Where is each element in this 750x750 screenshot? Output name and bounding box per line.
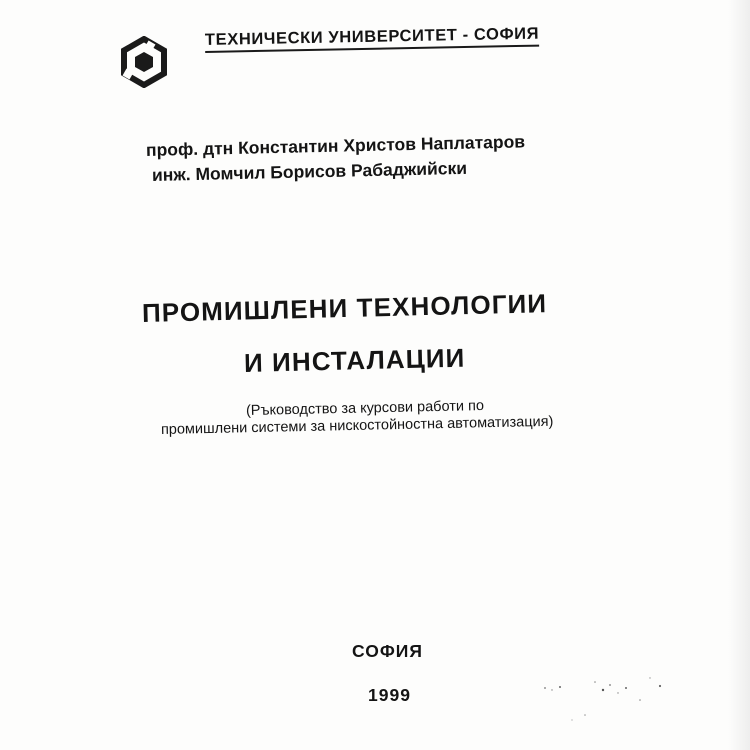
scan-specks [500, 660, 700, 740]
book-title-line-2: И ИНСТАЛАЦИИ [243, 342, 466, 378]
author-line-2: инж. Момчил Борисов Рабаджийски [151, 157, 468, 185]
publication-city: СОФИЯ [352, 641, 423, 661]
subtitle-line-2: промишлени системи за нискостойностна автоматизация) [160, 413, 554, 438]
book-title-line-1: ПРОМИШЛЕНИ ТЕХНОЛОГИИ [141, 288, 548, 328]
university-name: ТЕХНИЧЕСКИ УНИВЕРСИТЕТ - СОФИЯ [205, 25, 540, 53]
author-line-1: проф. дтн Константин Христов Наплатаров [145, 131, 526, 160]
scan-edge-shadow [728, 0, 750, 750]
subtitle-line-1: (Ръководство за курсови работи по [245, 398, 485, 419]
university-logo-icon [118, 36, 170, 88]
publication-year: 1999 [368, 685, 411, 705]
